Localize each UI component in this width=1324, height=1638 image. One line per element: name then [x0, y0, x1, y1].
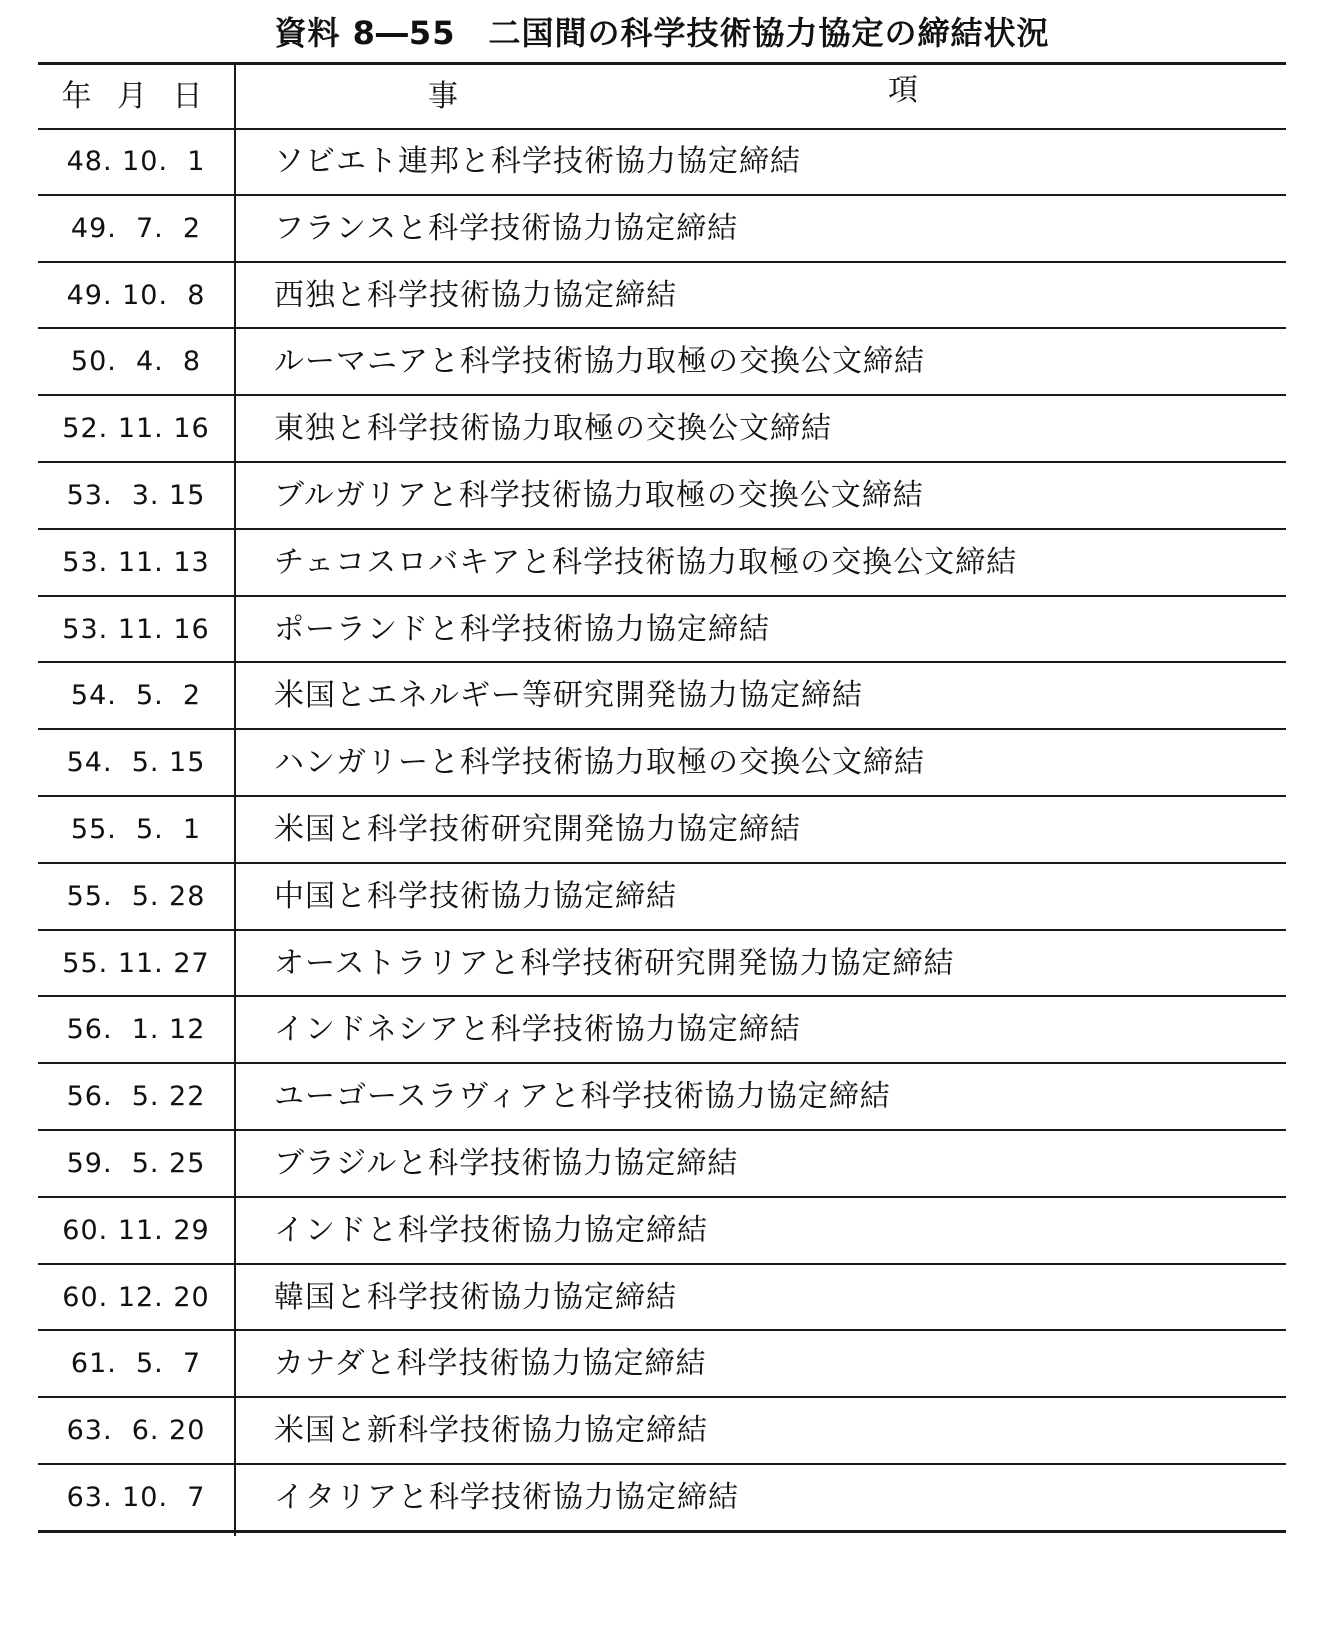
header-date: 年 月 日	[61, 79, 211, 114]
row-item: カナダと科学技術協力協定締結	[274, 1346, 707, 1382]
row-date: 56. 5. 22	[66, 1081, 206, 1113]
row-item: 韓国と科学技術協力協定締結	[274, 1279, 677, 1315]
document-title: 資料 8―55 二国間の科学技術協力協定の締結状況	[274, 14, 1050, 52]
row-item: ポーランドと科学技術協力協定締結	[274, 611, 770, 647]
row-item: インドネシアと科学技術協力協定締結	[274, 1012, 801, 1048]
row-date: 53. 3. 15	[66, 480, 206, 511]
row-item: インドと科学技術協力協定締結	[274, 1212, 708, 1248]
row-date: 61. 5. 7	[70, 1348, 202, 1380]
row-date: 60. 11. 29	[62, 1214, 210, 1246]
row-item: フランスと科学技術協力協定締結	[274, 210, 739, 246]
row-date: 54. 5. 2	[70, 680, 202, 712]
row-item: 西独と科学技術協力協定締結	[274, 277, 677, 313]
row-item: ブラジルと科学技術協力協定締結	[274, 1146, 739, 1181]
row-item: ソビエト連邦と科学技術協力協定締結	[274, 144, 801, 179]
row-date: 49. 7. 2	[70, 212, 202, 244]
row-date: 53. 11. 13	[62, 546, 210, 578]
row-date: 54. 5. 15	[66, 747, 206, 779]
row-item: 中国と科学技術協力協定締結	[274, 878, 677, 914]
row-date: 56. 1. 12	[66, 1014, 206, 1046]
row-date: 60. 12. 20	[62, 1281, 210, 1313]
row-date: 55. 5. 28	[66, 880, 206, 912]
row-date: 59. 5. 25	[66, 1148, 206, 1179]
row-date: 63. 10. 7	[66, 1482, 206, 1513]
row-date: 49. 10. 8	[66, 279, 206, 311]
row-date: 55. 5. 1	[70, 814, 202, 845]
row-item: 米国と新科学技術協力協定締結	[274, 1413, 708, 1449]
row-item: 米国と科学技術研究開発協力協定締結	[274, 812, 801, 847]
row-item: チェコスロバキアと科学技術協力取極の交換公文締結	[274, 544, 1018, 580]
row-item: 米国とエネルギー等研究開発協力協定締結	[274, 678, 863, 714]
column-divider	[234, 62, 236, 1536]
row-item: イタリアと科学技術協力協定締結	[274, 1480, 739, 1515]
row-date: 63. 6. 20	[66, 1415, 206, 1447]
row-date: 52. 11. 16	[62, 413, 210, 445]
header-item-right: 項	[888, 73, 918, 108]
row-item: ルーマニアと科学技術協力取極の交換公文締結	[274, 344, 925, 380]
row-date: 55. 11. 27	[62, 947, 210, 979]
row-item: ユーゴースラヴィアと科学技術協力協定締結	[274, 1079, 891, 1115]
row-date: 53. 11. 16	[62, 613, 210, 645]
header-item-left: 事	[428, 79, 458, 114]
row-rule	[38, 1530, 1286, 1533]
row-item: オーストラリアと科学技術研究開発協力協定締結	[274, 945, 955, 981]
row-date: 48. 10. 1	[66, 146, 206, 177]
row-item: ハンガリーと科学技術協力取極の交換公文締結	[274, 745, 925, 781]
row-item: ブルガリアと科学技術協力取極の交換公文締結	[274, 478, 924, 513]
row-date: 50. 4. 8	[70, 346, 202, 378]
row-item: 東独と科学技術協力取極の交換公文締結	[274, 411, 832, 447]
